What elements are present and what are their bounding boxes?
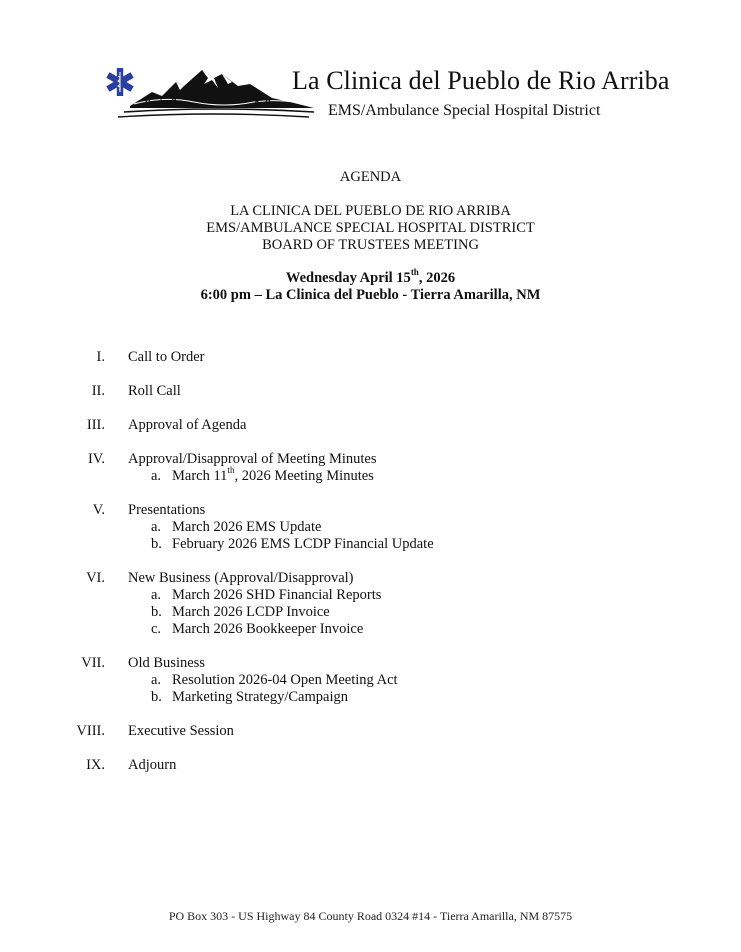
agenda-item [0, 723, 741, 740]
agenda-subitem-text: March 2026 LCDP Invoice [172, 604, 330, 620]
agenda-subitem [0, 519, 741, 536]
heading-line: EMS/AMBULANCE SPECIAL HOSPITAL DISTRICT [206, 220, 535, 236]
agenda-subitem [0, 465, 741, 485]
agenda-subitem-label [172, 536, 434, 553]
agenda-subitem-suffix: , 2026 Meeting Minutes [234, 468, 374, 484]
agenda-item-label: Executive Session [128, 723, 234, 739]
agenda-item-numeral: VI. [86, 570, 105, 586]
agenda-item-row [0, 451, 741, 468]
agenda-item-row [0, 655, 741, 672]
agenda-subitem [0, 689, 741, 706]
agenda-subitem [0, 621, 741, 638]
agenda-subitem-label [172, 587, 381, 604]
agenda-item [0, 570, 741, 638]
agenda-subitem-text: March 11 [172, 468, 228, 484]
meeting-date-text: Wednesday April 15 [285, 270, 411, 286]
agenda-item [0, 502, 741, 553]
agenda-item-row [0, 383, 741, 400]
agenda-item-numeral: VIII. [76, 723, 105, 739]
meeting-date-year: , 2026 [418, 270, 456, 286]
agenda-subitem-letter: a. [151, 587, 162, 603]
agenda-label: AGENDA [339, 169, 402, 185]
agenda-item-label: Old Business [128, 655, 205, 671]
agenda-item [0, 383, 741, 400]
meeting-details [0, 267, 741, 304]
agenda-item-numeral: VII. [81, 655, 105, 671]
agenda-item-label: New Business (Approval/Disapproval) [128, 570, 354, 586]
meeting-date-sup: th [410, 267, 419, 278]
agenda-item-label: Presentations [128, 502, 206, 518]
agenda-subitem-sup: th [227, 465, 235, 476]
agenda-item-numeral: III. [86, 417, 105, 433]
heading-line: LA CLINICA DEL PUEBLO DE RIO ARRIBA [230, 203, 511, 219]
agenda-subitem-label [172, 465, 374, 485]
agenda-subitem [0, 536, 741, 553]
agenda-item-label: Roll Call [128, 383, 181, 399]
agenda-item [0, 349, 741, 366]
agenda-subitem-letter: b. [151, 536, 162, 552]
agenda-item-numeral: IV. [87, 451, 105, 467]
org-subtitle: EMS/Ambulance Special Hospital District [328, 102, 601, 119]
agenda-subitem-letter: a. [151, 519, 162, 535]
mountain-logo-icon [104, 62, 319, 122]
agenda-subitem-text: February 2026 EMS LCDP Financial Update [172, 536, 434, 552]
agenda-subitem-label [172, 519, 321, 536]
agenda-item-label: Call to Order [128, 349, 205, 365]
meeting-date [0, 267, 741, 287]
agenda-subitem-letter: b. [151, 604, 162, 620]
agenda-item [0, 757, 741, 774]
agenda-item-label: Adjourn [128, 757, 177, 773]
heading-line: BOARD OF TRUSTEES MEETING [262, 237, 479, 253]
agenda-item [0, 417, 741, 434]
meeting-time-location: 6:00 pm – La Clinica del Pueblo - Tierra Amarilla, NM [200, 287, 541, 303]
agenda-subitem [0, 587, 741, 604]
agenda-subitem-text: Resolution 2026-04 Open Meeting Act [172, 672, 398, 688]
org-name: La Clinica del Pueblo de Rio Arriba [292, 66, 670, 95]
agenda-item-row [0, 502, 741, 519]
agenda-item-label: Approval of Agenda [128, 417, 247, 433]
agenda-item-numeral: IX. [86, 757, 105, 773]
star-of-life-icon [106, 68, 133, 96]
meeting-heading [0, 203, 741, 254]
agenda-subitem-text: Marketing Strategy/Campaign [172, 689, 348, 705]
agenda-item-row [0, 757, 741, 774]
agenda-subitem-letter: c. [151, 621, 162, 637]
agenda-subitem-letter: a. [151, 468, 162, 484]
agenda-item-row [0, 349, 741, 366]
agenda-subitem [0, 672, 741, 689]
agenda-subitem-text: March 2026 SHD Financial Reports [172, 587, 382, 603]
agenda-items [0, 349, 741, 791]
agenda-item-row [0, 723, 741, 740]
agenda-item [0, 655, 741, 706]
agenda-subitem-text: March 2026 EMS Update [172, 519, 322, 535]
agenda-subitem-label [172, 604, 330, 621]
letterhead [104, 62, 670, 126]
agenda-item-numeral: II. [91, 383, 105, 399]
agenda-subitem [0, 604, 741, 621]
agenda-item-row [0, 570, 741, 587]
agenda-subitem-label [172, 621, 363, 638]
agenda-subitem-text: March 2026 Bookkeeper Invoice [172, 621, 364, 637]
agenda-subitem-letter: b. [151, 689, 162, 705]
agenda-item-row [0, 417, 741, 434]
agenda-item-label: Approval/Disapproval of Meeting Minutes [128, 451, 377, 467]
agenda-item-numeral: I. [96, 349, 105, 365]
agenda-subitem-letter: a. [151, 672, 162, 688]
agenda-subitem-label [172, 672, 398, 689]
agenda-subitem-label [172, 689, 348, 706]
agenda-item-numeral: V. [92, 502, 105, 518]
footer-address: PO Box 303 - US Highway 84 County Road 0324 #14 - Tierra Amarilla, NM 87575 [168, 909, 573, 923]
agenda-item [0, 451, 741, 485]
